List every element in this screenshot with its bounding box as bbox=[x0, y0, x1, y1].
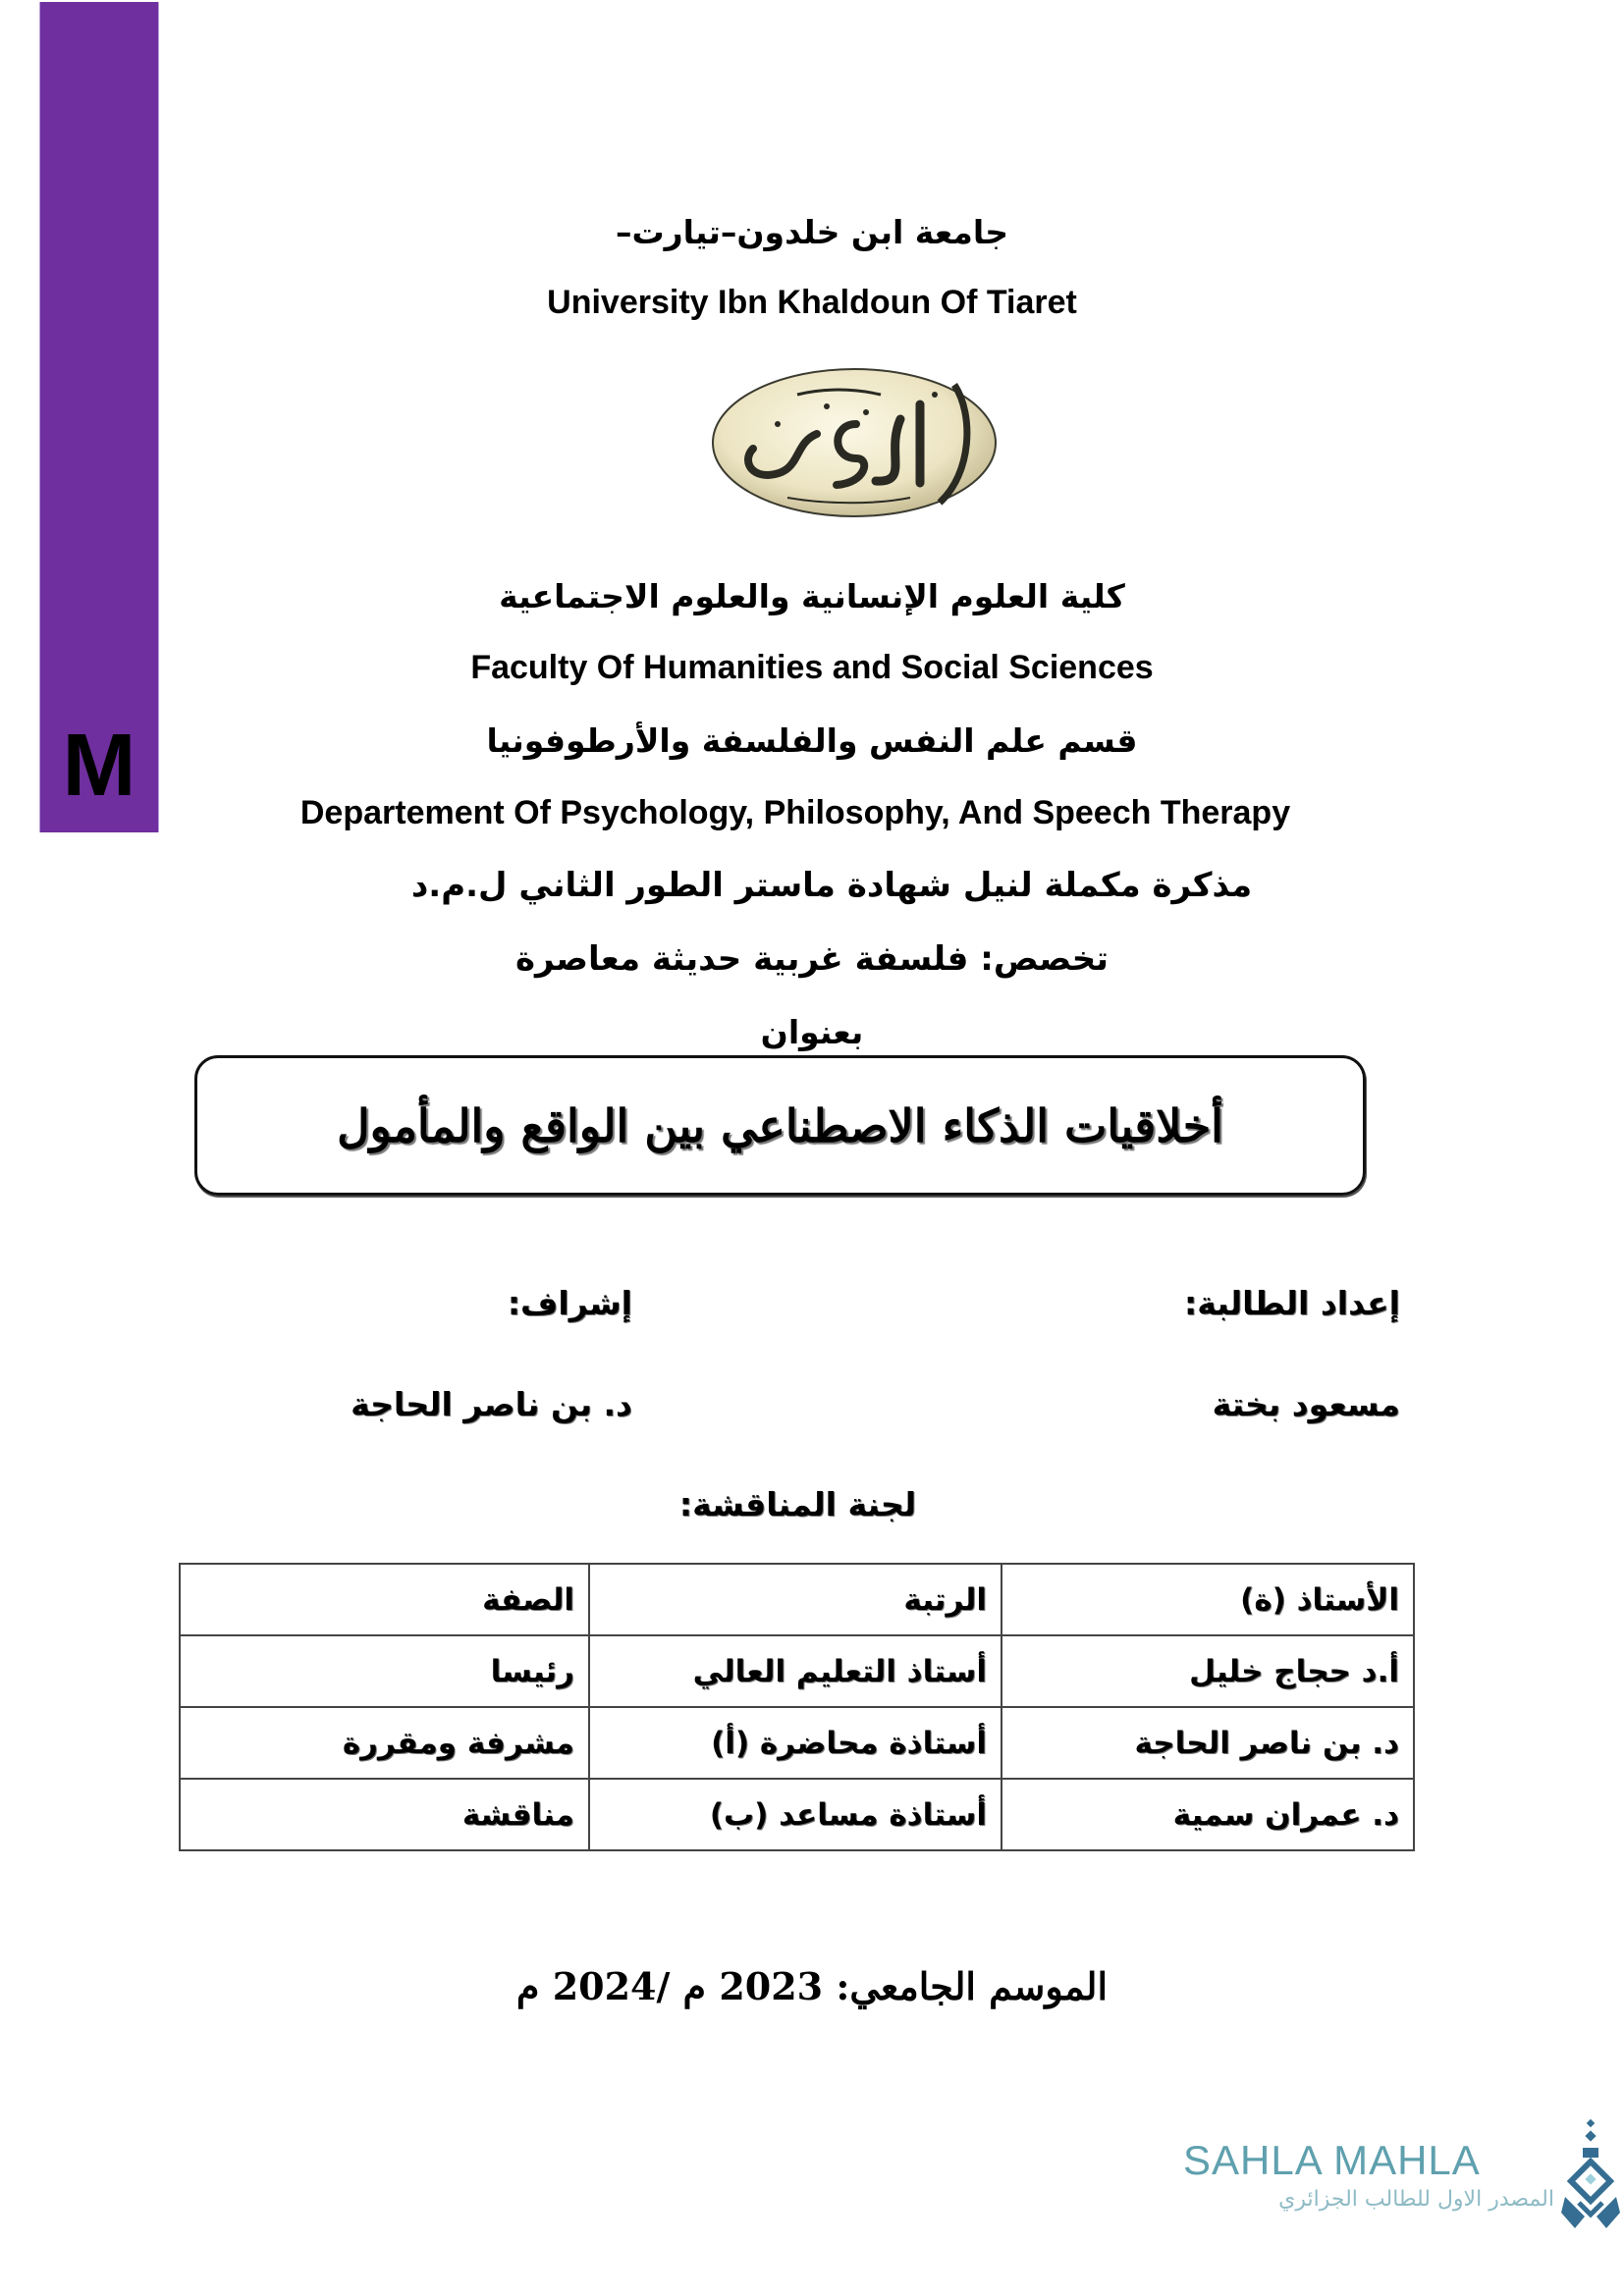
side-bar-letter: M bbox=[62, 717, 136, 815]
university-name-ar: جامعة ابن خلدون–تيارت– bbox=[615, 213, 1009, 251]
faculty-name-en: Faculty Of Humanities and Social Sciences bbox=[470, 649, 1154, 686]
thesis-title: أخلاقيات الذكاء الاصطناعي بين الواقع والمأمول bbox=[337, 1098, 1223, 1152]
thesis-title-box bbox=[194, 1055, 1366, 1196]
watermark-brand: SAHLA MAHLA bbox=[1183, 2137, 1481, 2183]
committee-table bbox=[179, 1563, 1415, 1851]
supervisor-label: إشراف: bbox=[507, 1284, 632, 1322]
title-label: بعنوان bbox=[760, 1013, 864, 1051]
header-role: الصفة bbox=[180, 1564, 589, 1635]
faculty-name-ar: كلية العلوم الإنسانية والعلوم الاجتماعية bbox=[499, 577, 1125, 615]
student-label: إعداد الطالبة: bbox=[1184, 1284, 1400, 1322]
academic-year: الموسم الجامعي: 2023 م /2024 م bbox=[515, 1964, 1109, 2008]
header-rank: الرتبة bbox=[589, 1564, 1001, 1635]
side-color-bar bbox=[39, 2, 159, 832]
cell-role: رئيسا bbox=[180, 1635, 589, 1707]
watermark-tagline: المصدر الاول للطالب الجزائري bbox=[1278, 2187, 1554, 2212]
university-logo-icon bbox=[709, 365, 1000, 520]
header-professor: الأستاذ (ة) bbox=[1001, 1564, 1414, 1635]
cell-professor: أ.د حجاج خليل bbox=[1001, 1635, 1414, 1707]
table-row bbox=[180, 1779, 1414, 1850]
student-name: مسعود بختة bbox=[1212, 1385, 1400, 1423]
cell-role: مشرفة ومقررة bbox=[180, 1707, 589, 1779]
cell-rank: أستاذة مساعد (ب) bbox=[589, 1779, 1001, 1850]
sahla-mahla-ornament-icon bbox=[1561, 2118, 1620, 2234]
table-row bbox=[180, 1635, 1414, 1707]
specialty-line: تخصص: فلسفة غربية حديثة معاصرة bbox=[514, 939, 1110, 979]
committee-title: لجنة المناقشة: bbox=[678, 1485, 917, 1523]
university-name-en: University Ibn Khaldoun Of Tiaret bbox=[547, 284, 1077, 321]
department-name-en: Departement Of Psychology, Philosophy, And Speech Therapy bbox=[299, 794, 1291, 831]
table-row bbox=[180, 1707, 1414, 1779]
department-name-ar: قسم علم النفس والفلسفة والأرطوفونيا bbox=[486, 721, 1138, 760]
table-header-row bbox=[180, 1564, 1414, 1635]
cell-role: مناقشة bbox=[180, 1779, 589, 1850]
cell-professor: د. عمران سمية bbox=[1001, 1779, 1414, 1850]
cell-rank: أستاذ التعليم العالي bbox=[589, 1635, 1001, 1707]
cell-professor: د. بن ناصر الحاجة bbox=[1001, 1707, 1414, 1779]
cell-rank: أستاذة محاضرة (أ) bbox=[589, 1707, 1001, 1779]
degree-line: مذكرة مكملة لنيل شهادة ماستر الطور الثاني ل.م.د bbox=[410, 866, 1253, 905]
supervisor-name: د. بن ناصر الحاجة bbox=[351, 1385, 632, 1423]
